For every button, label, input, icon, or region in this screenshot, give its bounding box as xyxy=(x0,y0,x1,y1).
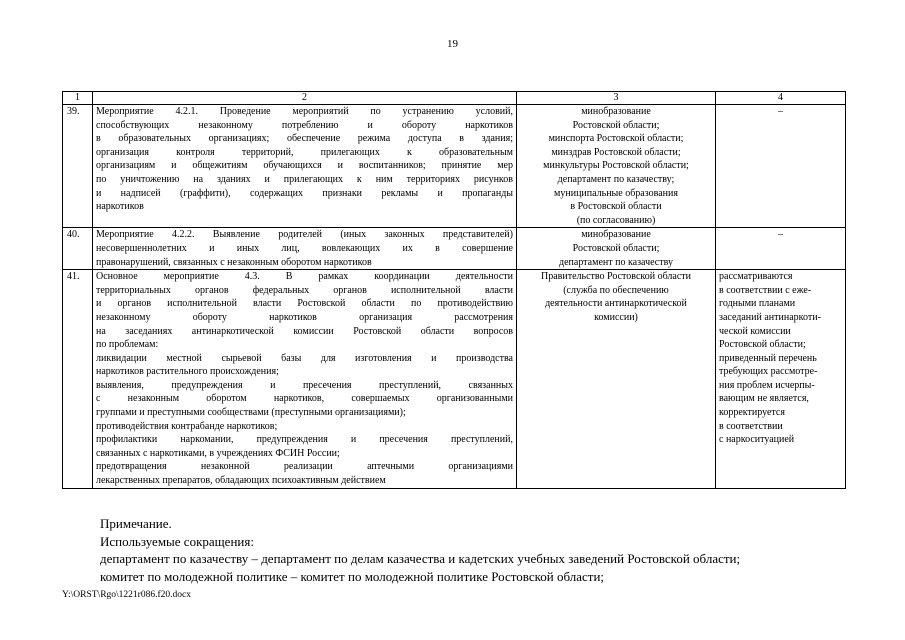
measure-description-line: Основное мероприятие 4.3. В рамках координации деятельности xyxy=(96,271,513,283)
measure-description-line: в образовательных организациях; обеспечение режима доступа в здания; xyxy=(96,133,513,145)
measure-description-line: по проблемам: xyxy=(96,339,159,351)
responsible-executor-line: минобразование xyxy=(581,106,651,117)
responsible-executor-line: Правительство Ростовской области xyxy=(540,271,692,283)
file-path-footer: Y:\ORST\Rgo\1221r086.f20.docx xyxy=(62,590,191,600)
header-cell-4: 4 xyxy=(716,92,846,105)
measure-description-line: Мероприятие 4.2.1. Проведение мероприятий по устранению условий, xyxy=(96,106,513,117)
measure-description-line: лекарственных препаратов, обладающих психоактивным действием xyxy=(96,475,386,487)
remark-line: годными планами xyxy=(719,298,796,310)
table-row xyxy=(63,105,846,228)
remark-line: – xyxy=(778,229,783,241)
responsible-executor-line: минобразование xyxy=(581,229,651,241)
header-cell-3: 3 xyxy=(517,92,716,105)
responsible-executor-line: в Ростовской области xyxy=(570,201,662,213)
responsible-executor-line: деятельности антинаркотической xyxy=(545,298,687,310)
responsible-executor-line: минздрав Ростовской области; xyxy=(551,146,681,158)
remark-line: ческой комиссии xyxy=(719,325,791,337)
table-header-row xyxy=(63,92,846,105)
measure-description-line: связанных с наркотиками, в учреждениях ФСИН России; xyxy=(96,447,340,459)
table-row xyxy=(63,270,846,489)
measure-description-line: с незаконным оборотом наркотиков, совершаемых организованными xyxy=(96,393,513,405)
measure-description-line: и надписей (граффити), содержащих признаки рекламы и пропаганды xyxy=(96,187,513,199)
note-line: департамент по казачеству – департамент по делам казачества и кадетских учебных заведений Ростовской области; xyxy=(100,551,741,566)
remark-line: Ростовской области; xyxy=(719,339,806,351)
measure-description-line: незаконному обороту наркотиков организация рассмотрения xyxy=(96,311,513,323)
remark-line: вающим не является, xyxy=(719,393,809,405)
remark-line: корректируется xyxy=(719,407,785,419)
remark-line: в соответствии xyxy=(719,420,783,432)
remark-line: заседаний антинаркоти- xyxy=(719,311,821,323)
remark xyxy=(716,105,846,228)
responsible-executor-line: (по согласованию) xyxy=(576,214,656,226)
responsible-executor-line: комиссии) xyxy=(594,311,638,323)
responsible-executor xyxy=(517,270,716,489)
measure-description-line: выявления, предупреждения и пресечения преступлений, связанных xyxy=(96,379,513,391)
responsible-executor-line: муниципальные образования xyxy=(554,187,678,199)
measure-description-line: Мероприятие 4.2.2. Выявление родителей (иных законных представителей) xyxy=(96,229,513,241)
remark-line: в соответствии с еже- xyxy=(719,284,812,296)
measure-description-line: по уничтожению на зданиях и прилегающих к ним территориях рисунков xyxy=(96,173,513,185)
remark xyxy=(716,270,846,489)
measure-description-line: территориальных органов федеральных органов исполнительной власти xyxy=(96,284,513,296)
measure-description-line: наркотиков xyxy=(96,201,144,213)
note-line: комитет по молодежной политике – комитет по молодежной политике Ростовской области; xyxy=(100,568,605,584)
header-cell-2: 2 xyxy=(93,92,517,105)
row-number: 40. xyxy=(63,228,93,270)
measure-description-line: группами и преступными сообществами (преступными организациями); xyxy=(96,407,406,419)
row-number: 39. xyxy=(63,105,93,228)
measure-description-line: противодействия контрабанде наркотиков; xyxy=(96,420,278,432)
measure-description xyxy=(93,105,517,228)
remark-line: – xyxy=(778,106,783,117)
note-subtitle: Используемые сокращения: xyxy=(100,533,254,549)
responsible-executor-line: Ростовской области; xyxy=(572,119,660,131)
measure-description-line: правонарушений, связанных с незаконным оборотом наркотиков xyxy=(96,256,372,268)
remark-line: требующих рассмотре- xyxy=(719,366,818,378)
responsible-executor xyxy=(517,105,716,228)
measure-description-line: наркотиков растительного происхождения; xyxy=(96,366,279,378)
note-block xyxy=(100,515,860,585)
measure-description-line: организация контроля территорий, прилегающих к образовательным xyxy=(96,146,513,158)
measure-description-line: способствующих незаконному потреблению и обороту наркотиков xyxy=(96,119,513,131)
responsible-executor-line: минспорта Ростовской области; xyxy=(548,133,684,145)
table-row xyxy=(63,228,846,270)
measure-description-line: организациям и общежитиям обучающихся и воспитанников; принятие мер xyxy=(96,160,513,172)
measure-description-line: профилактики наркомании, предупреждения и пресечения преступлений, xyxy=(96,434,513,446)
measure-description-line: предотвращения незаконной реализации аптечными организациями xyxy=(96,461,513,473)
responsible-executor-line: минкультуры Ростовской области; xyxy=(543,160,689,172)
measure-description-line: и органов исполнительной власти Ростовской области по противодействию xyxy=(96,298,513,310)
measure-description xyxy=(93,228,517,270)
note-title: Примечание. xyxy=(100,516,172,531)
remark-line: рассматриваются xyxy=(719,271,793,283)
responsible-executor-line: Ростовской области; xyxy=(572,242,660,254)
remark xyxy=(716,228,846,270)
remark-line: ния проблем исчерпы- xyxy=(719,379,815,391)
measure-description-line: на заседаниях антинаркотической комиссии Ростовской области вопросов xyxy=(96,325,513,337)
header-cell-1: 1 xyxy=(63,92,93,105)
responsible-executor-line: (служба по обеспечению xyxy=(563,284,669,296)
measures-table xyxy=(62,91,846,489)
measure-description-line: ликвидации местной сырьевой базы для изготовления и производства xyxy=(96,352,513,364)
measure-description xyxy=(93,270,517,489)
row-number: 41. xyxy=(63,270,93,489)
remark-line: с наркоситуацией xyxy=(719,434,795,446)
responsible-executor-line: департамент по казачеству; xyxy=(557,173,675,185)
table-body xyxy=(63,105,846,489)
measure-description-line: несовершеннолетних и иных лиц, вовлекающих их в совершение xyxy=(96,242,513,254)
page-number: 19 xyxy=(447,38,458,50)
responsible-executor-line: департамент по казачеству xyxy=(559,256,673,268)
remark-line: приведенный перечень xyxy=(719,352,817,364)
responsible-executor xyxy=(517,228,716,270)
